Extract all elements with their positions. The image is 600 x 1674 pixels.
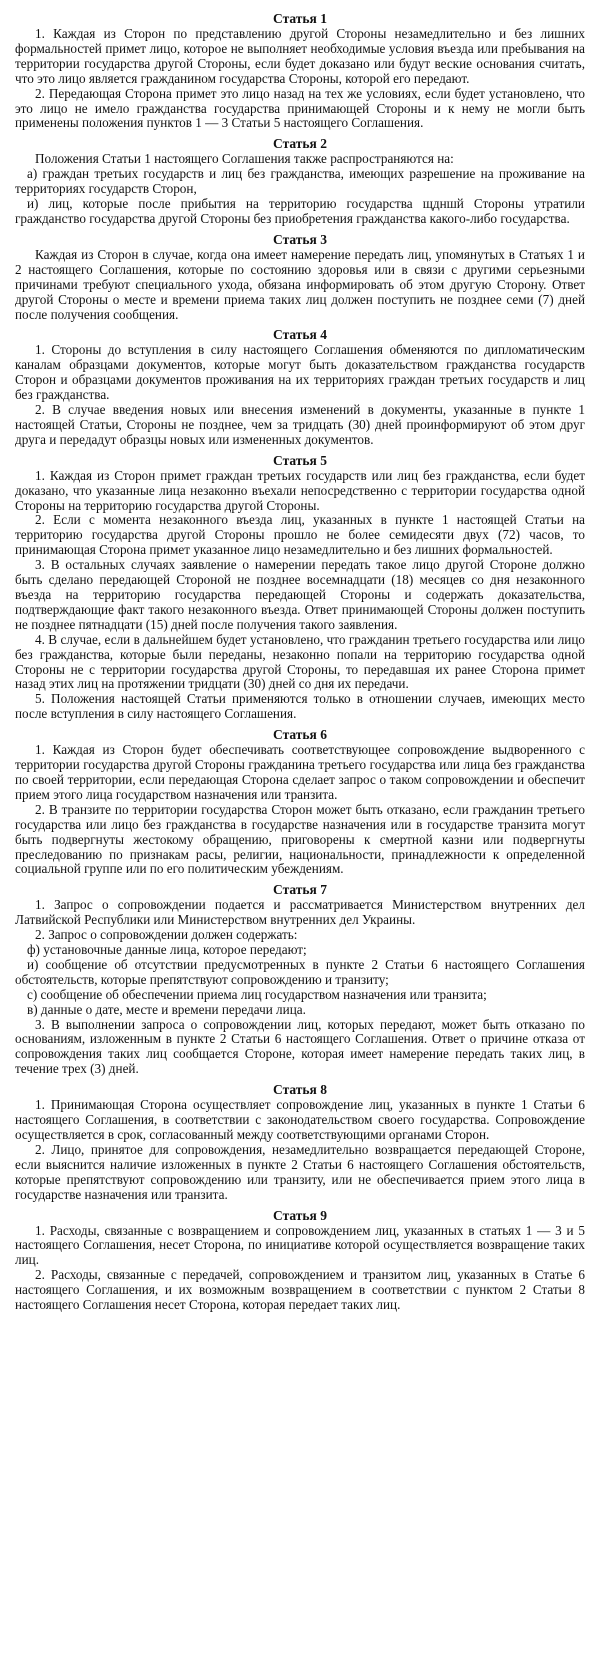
article-title: Статья 7 <box>273 882 327 898</box>
paragraph: 5. Положения настоящей Статьи применяются только в отношении случаев, имеющих место после вступления в силу настоящего Соглашения. <box>15 691 585 722</box>
article-2 <box>15 136 585 227</box>
article-7 <box>15 882 585 1077</box>
paragraph: 4. В случае, если в дальнейшем будет установлено, что гражданин третьего государства или лицо без гражданства, которые были переданы, незаконно попали на территорию государства одной Стороны не с территории государства другой Стороны, то передавшая их ранее Сторона примет назад этих лиц на протяжении тридцати (30) дней со дня их передачи. <box>15 631 585 692</box>
paragraph: 3. В остальных случаях заявление о намерении передать такое лицо другой Стороне должно быть сделано передающей Стороной не позднее восемнадцати (18) месяцев со дня незаконного въезда на территорию государства передающей Стороны и содержать доказательства, подтверждающие факт такого незаконного въезда. Ответ принимающей Стороны должен поступить не позднее пятнадцати (15) дней после получения такого заявления. <box>15 557 585 632</box>
article-title: Статья 1 <box>273 11 327 26</box>
paragraph: 1. Каждая из Сторон по представлению другой Стороны незамедлительно и без лишних формальностей примет лицо, которое не выполняет необходимые условия въезда или пребывания на территории государства другой Стороны, если будет доказано или будут веские основания считать, что это лицо является гражданином государства Стороны, которой его передают. <box>15 26 585 86</box>
paragraph: 2. Если с момента незаконного въезда лиц, указанных в пункте 1 настоящей Статьи на территорию государства другой Стороны прошло не более семидесяти двух (72) часов, то принимающая Сторона примет указанное лицо незамедлительно и без лишних формальностей. <box>15 512 585 558</box>
paragraph: 3. В выполнении запроса о сопровождении лиц, которых передают, может быть отказано по основаниям, изложенным в пункте 2 Статьи 6 настоящего Соглашения. Ответ о причине отказа от сопровождения таких лиц сообщается Стороне, которая имеет намерение передать таких лиц, в течение трех (3) дней. <box>15 1016 585 1077</box>
article-3 <box>15 232 585 323</box>
paragraph: в) данные о дате, месте и времени передачи лица. <box>27 1001 306 1017</box>
paragraph: и) сообщение об отсутствии предусмотренных в пункте 2 Статьи 6 настоящего Соглашения обстоятельств, которые препятствуют сопровождению и транзиту; <box>15 956 585 987</box>
paragraph: 1. Принимающая Сторона осуществляет сопровождение лиц, указанных в пункте 1 Статьи 6 настоящего Соглашения, в соответствии с законодательством своего государства. Сопровождение осуществляется в срок, согласованный между соответствующими органами Сторон. <box>15 1097 585 1142</box>
paragraph: 2. Передающая Сторона примет это лицо назад на тех же условиях, если будет установлено, что это лицо не имело гражданства государства принимающей Стороны и к нему не могли быть применены положения пунктов 1 — 3 Статьи 5 настоящего Соглашения. <box>15 85 585 131</box>
article-title: Статья 5 <box>273 452 327 468</box>
paragraph: 2. В транзите по территории государства Сторон может быть отказано, если гражданин третьего государства или лицо без гражданства в государстве назначения или в государстве транзита могут быть подвергнуты жестокому обращению, приговорены к смертной казни или подвергнуты преследованию по признакам расы, религии, национальности, принадлежности к определенной социальной группе или по его политическим убеждениям. <box>15 801 585 877</box>
article-5 <box>15 453 585 722</box>
paragraph: 1. Расходы, связанные с возвращением и сопровождением лиц, указанных в статьях 1 — 3 и 5 настоящего Соглашения, несет Сторона, по инициативе которой осуществляется возвращение таких лиц. <box>15 1222 585 1268</box>
article-8 <box>15 1082 585 1202</box>
paragraph: 1. Стороны до вступления в силу настоящего Соглашения обменяются по дипломатическим каналам образцами документов, которые могут быть доказательством гражданства государств Сторон и образцами документов проживания на их территориях граждан третьих государств и лиц без гражданства. <box>15 342 585 403</box>
article-title: Статья 3 <box>273 231 327 247</box>
paragraph: 1. Каждая из Сторон примет граждан третьих государств или лиц без гражданства, если будет доказано, что указанные лица незаконно въехали непосредственно с территории государства одной Стороны на территорию государства другой Стороны. <box>15 467 585 513</box>
paragraph: а) граждан третьих государств и лиц без гражданства, имеющих разрешение на проживание на территориях государств Сторон, <box>15 166 585 197</box>
article-title: Статья 6 <box>273 727 327 743</box>
article-9 <box>15 1208 585 1313</box>
article-1 <box>15 11 585 131</box>
paragraph: и) лиц, которые после прибытия на территорию государства щдншй Стороны утратили гражданство государства другой Стороны без приобретения гражданства какого-либо государства. <box>15 196 585 226</box>
article-6 <box>15 727 585 877</box>
paragraph: 2. Лицо, принятое для сопровождения, незамедлительно возвращается передающей Стороне, если выяснится наличие изложенных в пункте 2 Статьи 6 настоящего Соглашения обстоятельств, которые препятствуют сопровождению или транзиту, или не обеспечивается прием этого лица в государстве назначения или транзита. <box>15 1141 585 1202</box>
paragraph: 2. Запрос о сопровождении должен содержать: <box>35 927 298 943</box>
article-title: Статья 4 <box>273 327 327 343</box>
paragraph: Положения Статьи 1 настоящего Соглашения также распространяются на: <box>35 151 454 167</box>
article-4 <box>15 327 585 447</box>
paragraph: с) сообщение об обеспечении приема лиц государством назначения или транзита; <box>27 986 487 1002</box>
paragraph: 1. Запрос о сопровождении подается и рассматривается Министерством внутренних дел Латвийской Республики или Министерством внутренних дел Украины. <box>15 897 585 928</box>
article-title: Статья 9 <box>273 1207 327 1223</box>
article-title: Статья 2 <box>273 136 327 152</box>
paragraph: 2. В случае введения новых или внесения изменений в документы, указанные в пункте 1 настоящей Статьи, Стороны не позднее, чем за тридцать (30) дней проинформируют об этом друг друга и передадут образцы новых или измененных документов. <box>15 402 585 447</box>
paragraph: 2. Расходы, связанные с передачей, сопровождением и транзитом лиц, указанных в Статье 6 настоящего Соглашения, и их возможным возвращением в соответствии с пунктом 2 Статьи 8 настоящего Соглашения несет Сторона, которая передает таких лиц. <box>15 1267 585 1313</box>
paragraph: ф) установочные данные лица, которое передают; <box>27 942 307 958</box>
paragraph: 1. Каждая из Сторон будет обеспечивать соответствующее сопровождение выдворенного с территории государства другой Стороны гражданина третьего государства или лица без гражданства по своей территории, если передающая Сторона сделает запрос о таком сопровождении и обеспечит прием этого лица государством назначения или транзита. <box>15 742 585 802</box>
article-title: Статья 8 <box>273 1082 327 1098</box>
paragraph: Каждая из Сторон в случае, когда она имеет намерение передать лиц, упомянутых в Статьях 1 и 2 настоящего Соглашения, которые по состоянию здоровья или в связи с другими серьезными причинами требуют специального ухода, обязана информировать об этом другую Сторону. Ответ другой Стороны о месте и времени приема таких лиц должен поступить не позднее семи (7) дней после получения сообщения. <box>15 246 585 322</box>
